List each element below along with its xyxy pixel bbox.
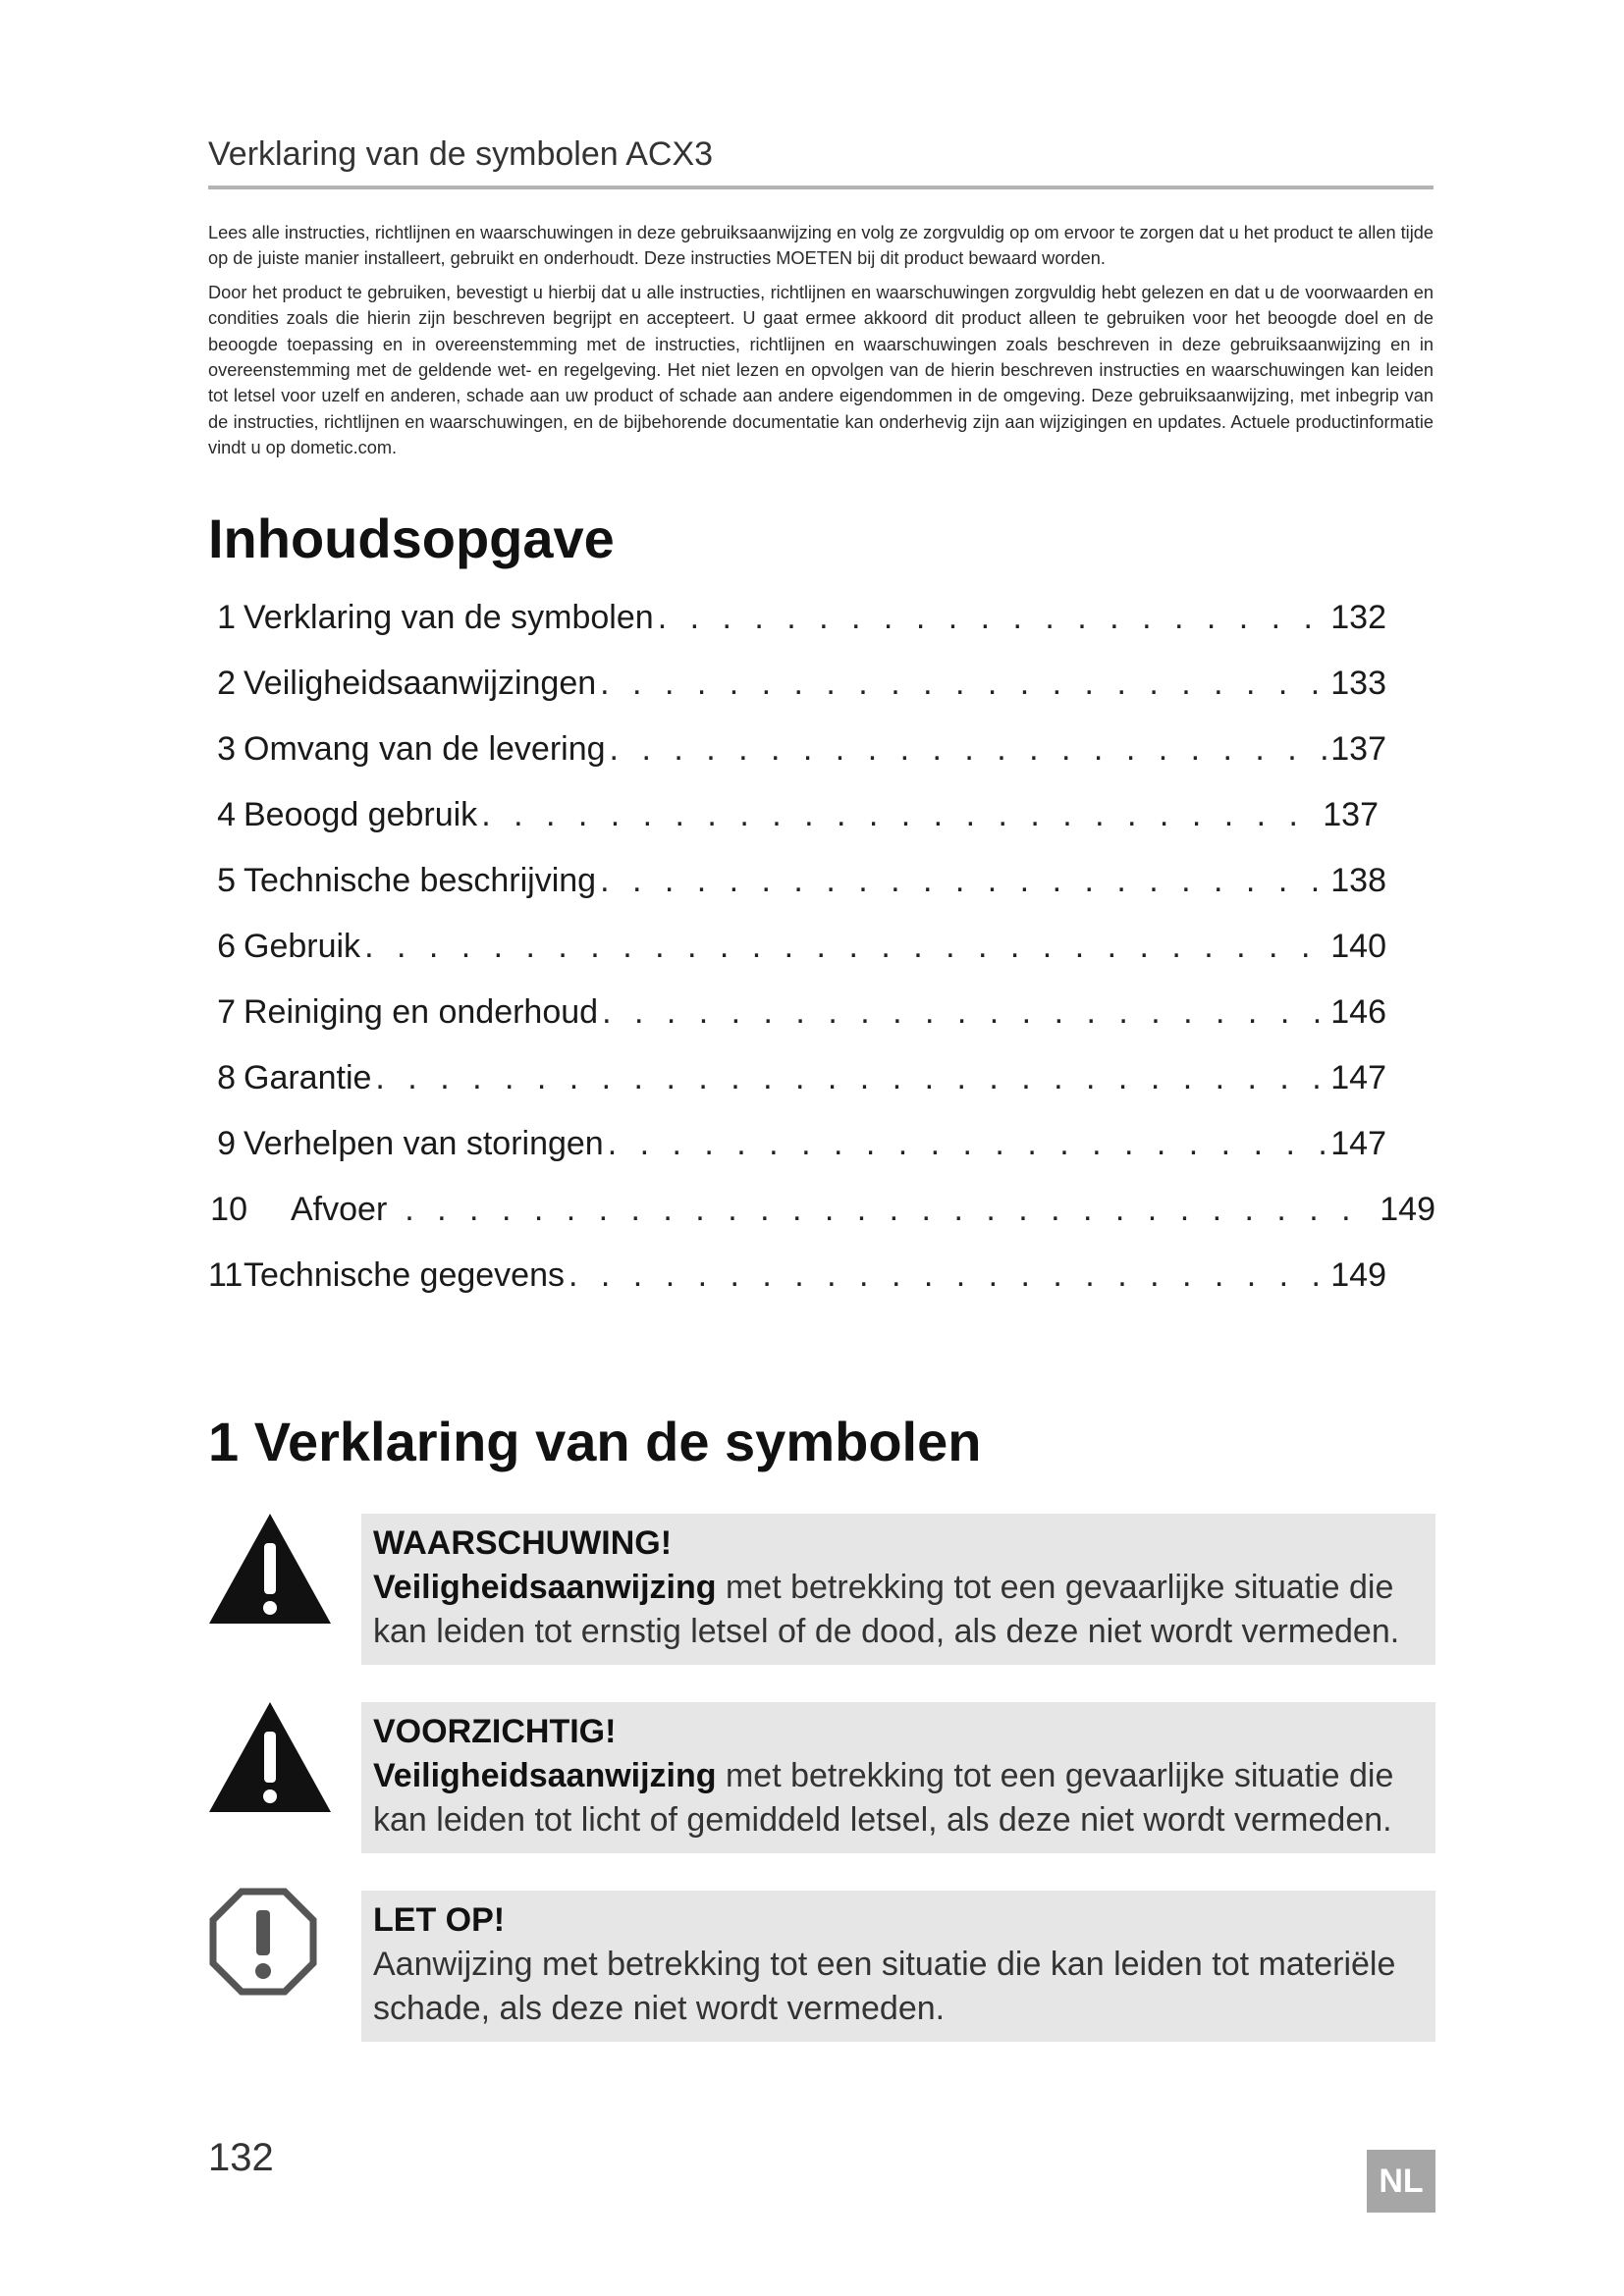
toc-item-page: 138 bbox=[1330, 862, 1386, 899]
toc-item[interactable] bbox=[208, 599, 1386, 642]
toc-item-number: 7 bbox=[217, 993, 236, 1031]
notice-text: met betrekking tot een gevaarlijke situatie die kan leiden tot licht of gemiddeld letsel, als deze niet wordt vermeden. bbox=[373, 1757, 1394, 1839]
toc-item-number: 2 bbox=[217, 665, 236, 702]
toc-item-number: 8 bbox=[217, 1059, 236, 1096]
toc-leader-dots bbox=[568, 1256, 1326, 1295]
notice-heading: WAARSCHUWING! bbox=[373, 1524, 673, 1562]
toc-item-label: Beoogd gebruik bbox=[244, 796, 478, 833]
toc-title: Inhoudsopgave bbox=[208, 507, 615, 569]
toc-leader-dots bbox=[405, 1191, 1376, 1229]
toc-item-page: 140 bbox=[1330, 928, 1386, 965]
toc-leader-dots bbox=[658, 599, 1327, 637]
toc-item-label: Omvang van de levering bbox=[244, 730, 606, 768]
toc-item[interactable] bbox=[208, 1059, 1386, 1102]
toc-item-label: Reiniging en onderhoud bbox=[244, 993, 599, 1031]
toc-leader-dots bbox=[600, 862, 1326, 900]
toc-item[interactable] bbox=[208, 796, 1379, 839]
toc-item-label: Technische gegevens bbox=[244, 1256, 566, 1294]
toc-item[interactable] bbox=[200, 1191, 1435, 1234]
toc-item-label: Afvoer bbox=[291, 1191, 388, 1228]
toc-item-number: 1 bbox=[217, 599, 236, 636]
section-title: 1 Verklaring van de symbolen bbox=[208, 1411, 982, 1472]
toc-item-number: 9 bbox=[217, 1125, 236, 1162]
toc-item[interactable] bbox=[208, 862, 1386, 905]
toc-leader-dots bbox=[610, 730, 1327, 769]
toc-leader-dots bbox=[375, 1059, 1326, 1097]
toc-item-page: 149 bbox=[1380, 1191, 1435, 1228]
attention-notice-box bbox=[361, 1891, 1435, 2042]
toc-item-label: Verhelpen van storingen bbox=[244, 1125, 604, 1162]
toc-item-page: 132 bbox=[1330, 599, 1386, 636]
toc-item[interactable] bbox=[208, 1256, 1386, 1300]
caution-triangle-icon bbox=[206, 1698, 334, 1816]
intro-paragraph: Lees alle instructies, richtlijnen en waarschuwingen in deze gebruiksaanwijzing en volg ze zorgvuldig op om ervoor te zorgen dat u het product te allen tijde op de juiste manier installeert, gebruikt en onderhoudt. Deze instructies MOETEN bij dit product bewaard worden. bbox=[208, 223, 1434, 269]
notice-strong-text: Veiligheidsaanwijzing bbox=[373, 1757, 717, 1794]
toc-item-number: 10 bbox=[210, 1191, 247, 1228]
toc-item-page: 149 bbox=[1330, 1256, 1386, 1294]
notice-strong-text: Veiligheidsaanwijzing bbox=[373, 1569, 717, 1606]
toc-leader-dots bbox=[608, 1125, 1327, 1163]
toc-item[interactable] bbox=[208, 730, 1386, 774]
toc-item-number: 3 bbox=[217, 730, 236, 768]
notice-heading: LET OP! bbox=[373, 1901, 506, 1939]
toc-leader-dots bbox=[602, 993, 1326, 1032]
toc-item-number: 11 bbox=[208, 1256, 244, 1294]
page-number: 132 bbox=[208, 2136, 274, 2179]
toc-item[interactable] bbox=[208, 1125, 1386, 1168]
toc-item-page: 133 bbox=[1330, 665, 1386, 702]
page-header: Verklaring van de symbolen ACX3 bbox=[208, 135, 1434, 189]
notice-octagon-icon bbox=[208, 1887, 318, 1997]
intro-paragraph: Door het product te gebruiken, bevestigt u hierbij dat u alle instructies, richtlijnen en waarschuwingen zorgvuldig hebt gelezen en dat u de voorwaarden en condities zoals die hierin zijn beschreven begrijpt en accepteert. U gaat ermee akkoord dit product alleen te gebruiken voor het beoogde doel en de beoogde toepassing en in overeenstemming met de instructies, richtlijnen en waarschuwingen zoals beschreven in deze gebruiksaanwijzing en in overeenstemming met de geldende wet- en regelgeving. Het niet lezen en opvolgen van de hierin beschreven instructies en waarschuwingen kan leiden tot letsel voor uzelf en anderen, schade aan uw product of schade aan andere eigendommen in de omgeving. Deze gebruiksaanwijzing, met inbegrip van de instructies, richtlijnen en waarschuwingen, en de bijbehorende documentatie kan onderhevig zijn aan wijzigingen en updates. Actuele productinformatie vindt u op dometic.com. bbox=[208, 282, 1434, 458]
toc-item-page: 137 bbox=[1330, 730, 1386, 768]
warning-notice-box bbox=[361, 1514, 1435, 1665]
language-badge: NL bbox=[1367, 2150, 1435, 2213]
toc-item-page: 147 bbox=[1330, 1125, 1386, 1162]
toc-item-label: Verklaring van de symbolen bbox=[244, 599, 654, 636]
toc-leader-dots bbox=[364, 928, 1326, 966]
toc-item-page: 146 bbox=[1330, 993, 1386, 1031]
toc-item-number: 6 bbox=[217, 928, 236, 965]
toc-item-label: Technische beschrijving bbox=[244, 862, 597, 899]
toc-item-page: 147 bbox=[1330, 1059, 1386, 1096]
toc-item-number: 5 bbox=[217, 862, 236, 899]
warning-triangle-icon bbox=[206, 1510, 334, 1628]
toc-item[interactable] bbox=[208, 665, 1386, 708]
notice-text: met betrekking tot een gevaarlijke situatie die kan leiden tot ernstig letsel of de dood, als deze niet wordt vermeden. bbox=[373, 1569, 1400, 1650]
toc-item-label: Veiligheidsaanwijzingen bbox=[244, 665, 597, 702]
toc-item[interactable] bbox=[208, 928, 1386, 971]
toc-leader-dots bbox=[481, 796, 1319, 834]
toc-item[interactable] bbox=[208, 993, 1386, 1037]
notice-heading: VOORZICHTIG! bbox=[373, 1713, 617, 1750]
toc-item-label: Garantie bbox=[244, 1059, 372, 1096]
toc-item-number: 4 bbox=[217, 796, 236, 833]
toc-item-label: Gebruik bbox=[244, 928, 361, 965]
notice-text: Aanwijzing met betrekking tot een situatie die kan leiden tot materiële schade, als deze niet wordt vermeden. bbox=[373, 1946, 1396, 2027]
toc-item-page: 137 bbox=[1323, 796, 1379, 833]
toc-leader-dots bbox=[600, 665, 1326, 703]
caution-notice-box bbox=[361, 1702, 1435, 1853]
intro-text bbox=[208, 220, 1434, 469]
